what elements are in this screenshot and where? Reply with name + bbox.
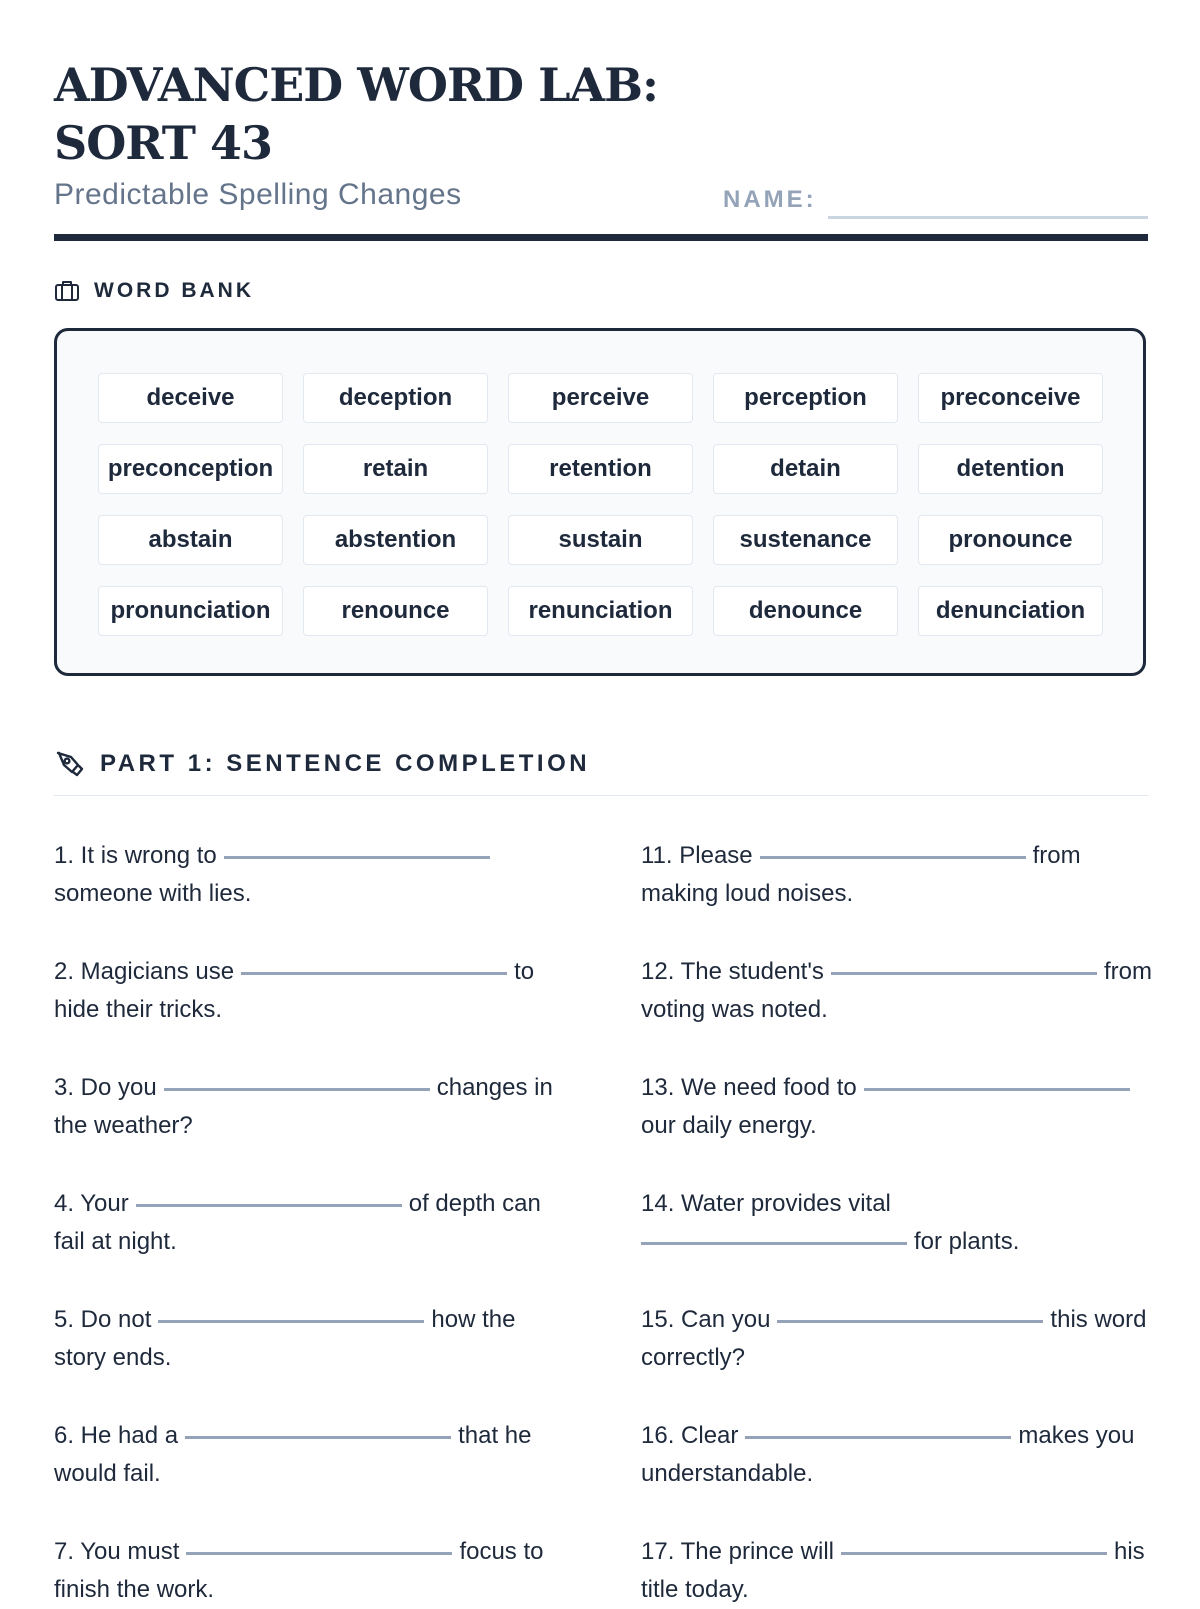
word-chip: deceive bbox=[98, 373, 283, 423]
word-chip: pronunciation bbox=[98, 586, 283, 636]
answer-blank[interactable] bbox=[831, 972, 1097, 975]
word-chip: perceive bbox=[508, 373, 693, 423]
question-item: 13. We need food toour daily energy. bbox=[641, 1069, 1161, 1145]
word-bank-heading bbox=[54, 279, 254, 303]
word-chip: sustenance bbox=[713, 515, 898, 565]
answer-blank[interactable] bbox=[185, 1436, 451, 1439]
question-item: 2. Magicians use to hide their tricks. bbox=[54, 958, 535, 1023]
name-label: NAME: bbox=[723, 186, 817, 213]
word-chip: pronounce bbox=[918, 515, 1103, 565]
question-item: 11. Please from making loud noises. bbox=[641, 842, 1081, 907]
question-item: 7. You must focus to finish the work. bbox=[54, 1538, 544, 1603]
word-chip: preconceive bbox=[918, 373, 1103, 423]
header-divider bbox=[54, 234, 1148, 241]
word-grid bbox=[98, 373, 1102, 636]
word-chip: detain bbox=[713, 444, 898, 494]
part1-heading bbox=[54, 748, 590, 780]
name-field[interactable] bbox=[828, 216, 1148, 219]
word-bank bbox=[54, 328, 1146, 676]
question-item: 16. Clear makes you understandable. bbox=[641, 1422, 1135, 1487]
word-chip: deception bbox=[303, 373, 488, 423]
answer-blank[interactable] bbox=[164, 1088, 430, 1091]
answer-blank[interactable] bbox=[241, 972, 507, 975]
question-item: 4. Your of depth can fail at night. bbox=[54, 1190, 541, 1255]
word-chip: abstention bbox=[303, 515, 488, 565]
answer-blank[interactable] bbox=[136, 1204, 402, 1207]
answer-blank[interactable] bbox=[641, 1242, 907, 1245]
question-item: 1. It is wrong tosomeone with lies. bbox=[54, 837, 574, 913]
word-chip: abstain bbox=[98, 515, 283, 565]
title-line-1: ADVANCED WORD LAB: bbox=[54, 58, 658, 112]
question-item: 3. Do you changes in the weather? bbox=[54, 1074, 553, 1139]
question-item: 15. Can you this word correctly? bbox=[641, 1306, 1147, 1371]
word-chip: retention bbox=[508, 444, 693, 494]
question-item: 14. Water provides vital for plants. bbox=[641, 1190, 1020, 1255]
title-line-2: SORT 43 bbox=[54, 116, 272, 170]
part1-heading-label: PART 1: SENTENCE COMPLETION bbox=[100, 750, 591, 777]
word-chip: perception bbox=[713, 373, 898, 423]
word-chip: preconception bbox=[98, 444, 283, 494]
answer-blank[interactable] bbox=[158, 1320, 424, 1323]
question-item: 5. Do not how the story ends. bbox=[54, 1306, 516, 1371]
word-chip: detention bbox=[918, 444, 1103, 494]
word-chip: denunciation bbox=[918, 586, 1103, 636]
answer-blank[interactable] bbox=[864, 1088, 1130, 1091]
question-item: 6. He had a that he would fail. bbox=[54, 1422, 532, 1487]
word-chip: denounce bbox=[713, 586, 898, 636]
briefcase-icon bbox=[54, 279, 80, 303]
question-item: 12. The student's from voting was noted. bbox=[641, 958, 1152, 1023]
answer-blank[interactable] bbox=[224, 856, 490, 859]
answer-blank[interactable] bbox=[841, 1552, 1107, 1555]
word-chip: sustain bbox=[508, 515, 693, 565]
pen-nib-icon bbox=[54, 748, 86, 780]
answer-blank[interactable] bbox=[745, 1436, 1011, 1439]
part1-divider bbox=[54, 795, 1148, 796]
answer-blank[interactable] bbox=[777, 1320, 1043, 1323]
word-chip: retain bbox=[303, 444, 488, 494]
answer-blank[interactable] bbox=[760, 856, 1026, 859]
word-bank-heading-label: WORD BANK bbox=[94, 279, 254, 302]
page-title bbox=[54, 56, 704, 172]
page-subtitle: Predictable Spelling Changes bbox=[54, 178, 462, 211]
word-chip: renunciation bbox=[508, 586, 693, 636]
answer-blank[interactable] bbox=[186, 1552, 452, 1555]
word-chip: renounce bbox=[303, 586, 488, 636]
question-item: 17. The prince will his title today. bbox=[641, 1538, 1145, 1603]
